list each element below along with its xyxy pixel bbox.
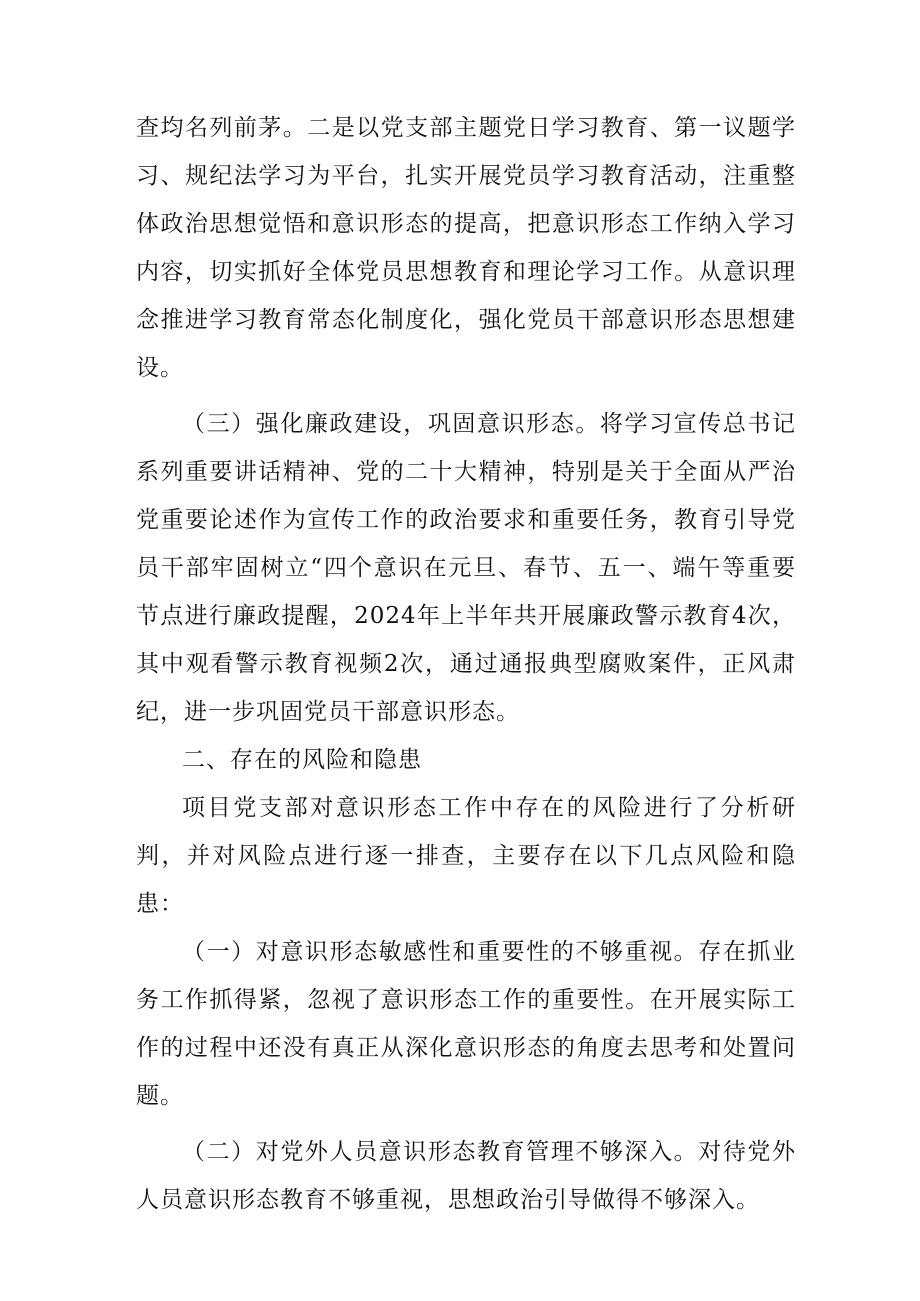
document-body	[136, 104, 796, 1224]
section-heading-risks: 二、存在的风险和隐患	[182, 747, 422, 773]
paragraph-risk-two: （二）对党外人员意识形态教育管理不够深入。对待党外人员意识形态教育不够重视，思想政治引导做得不够深入。	[136, 1139, 796, 1213]
paragraph-integrity-building: （三）强化廉政建设，巩固意识形态。将学习宣传总书记系列重要讲话精神、党的二十大精神，特别是关于全面从严治党重要论述作为宣传工作的政治要求和重要任务，教育引导党员干部牢固树立“四个意识在元旦、春节、五一、端午等重要节点进行廉政提醒，2024年上半年共开展廉政警示教育4次，其中观看警示教育视频2次，通过通报典型腐败案件，正风肃纪，进一步巩固党员干部意识形态。	[136, 411, 796, 725]
paragraph-study-education: 查均名列前茅。二是以党支部主题党日学习教育、第一议题学习、规纪法学习为平台，扎实开展党员学习教育活动，注重整体政治思想觉悟和意识形态的提高，把意识形态工作纳入学习内容，切实抓好全体党员思想教育和理论学习工作。从意识理念推进学习教育常态化制度化，强化党员干部意识形态思想建设。	[136, 115, 796, 381]
paragraph-risk-analysis: 项目党支部对意识形态工作中存在的风险进行了分析研判，并对风险点进行逐一排查，主要存在以下几点风险和隐患：	[136, 795, 796, 917]
paragraph-risk-one: （一）对意识形态敏感性和重要性的不够重视。存在抓业务工作抓得紧，忽视了意识形态工作的重要性。在开展实际工作的过程中还没有真正从深化意识形态的角度去思考和处置问题。	[136, 939, 796, 1109]
